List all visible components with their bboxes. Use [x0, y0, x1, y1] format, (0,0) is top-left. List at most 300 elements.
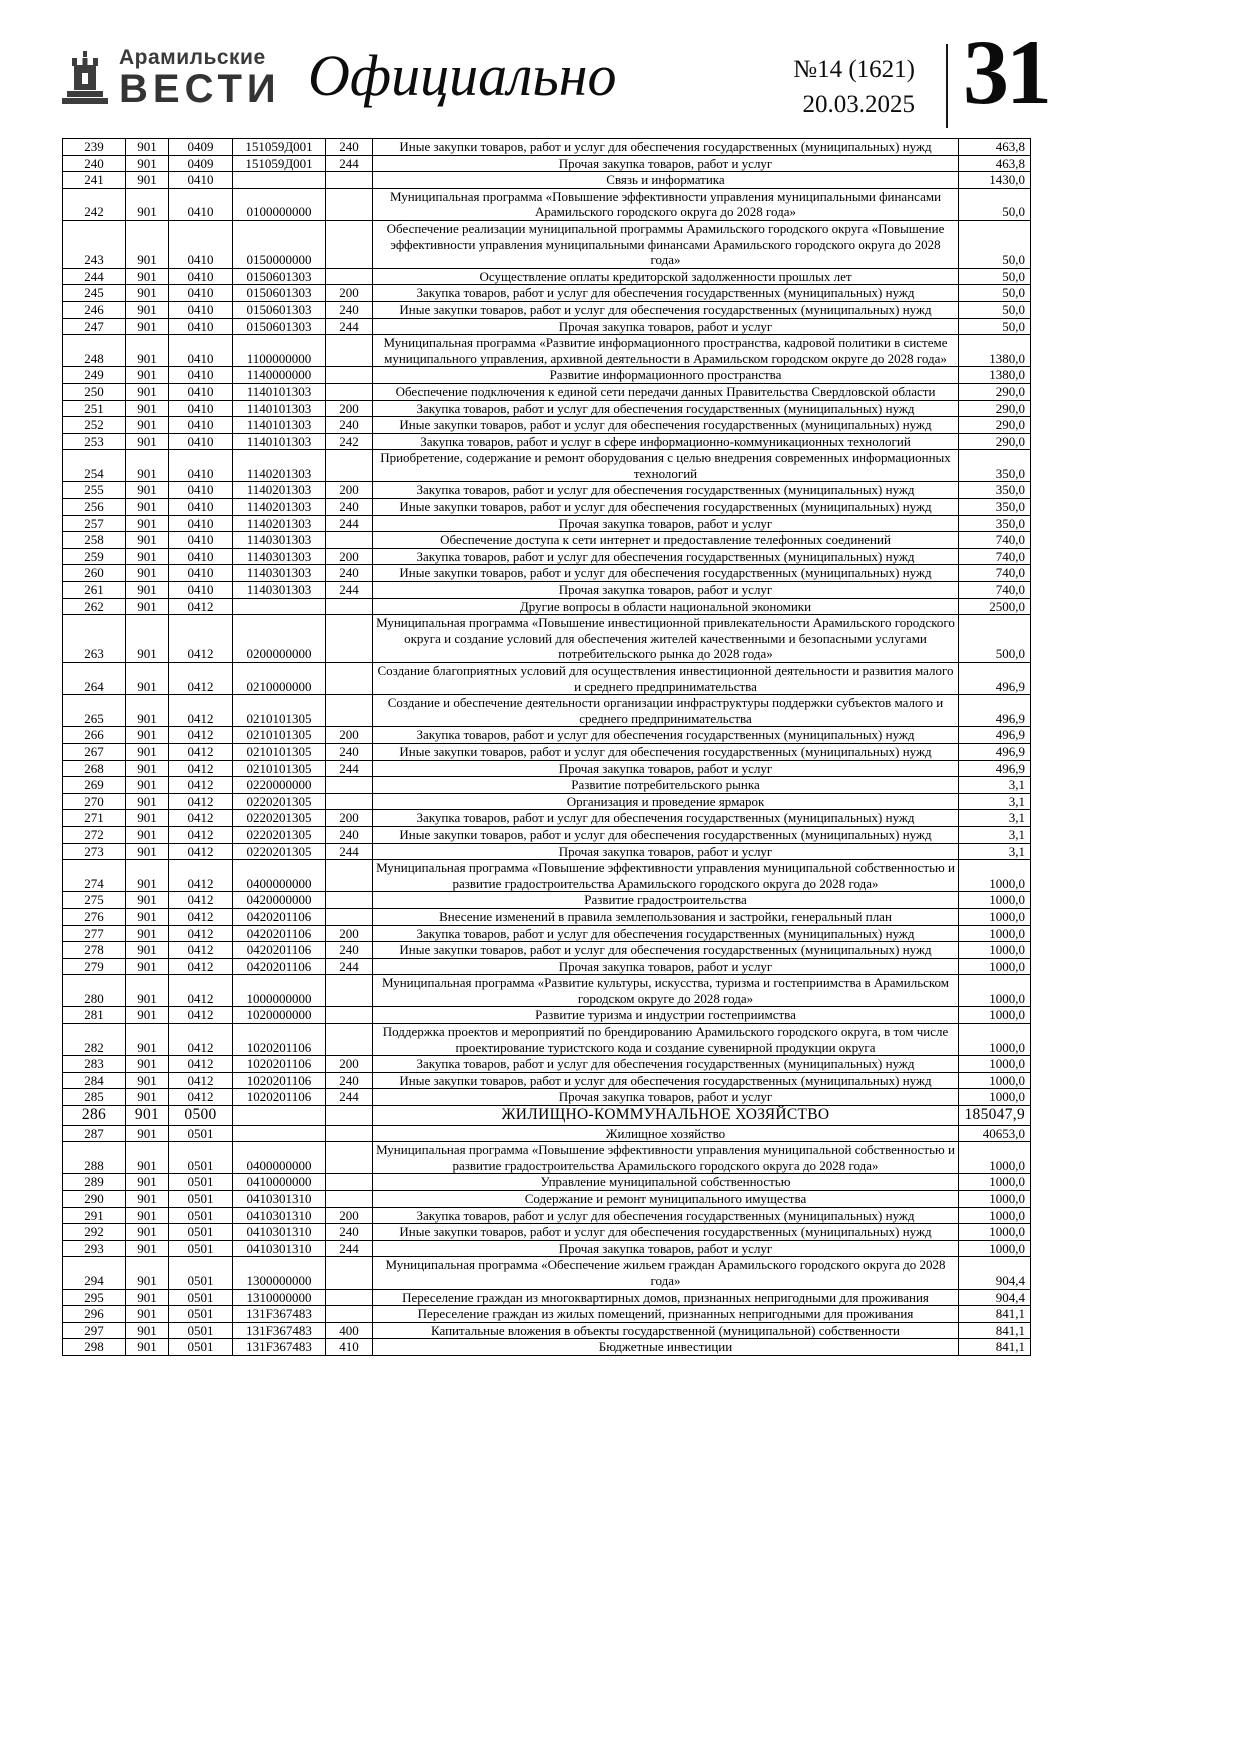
amount: 1000,0: [959, 958, 1031, 975]
expense-name: Закупка товаров, работ и услуг для обеспечения государственных (муниципальных) нужд: [373, 285, 959, 302]
expense-type-code: [326, 1257, 373, 1289]
section-code: 0409: [169, 155, 233, 172]
expense-type-code: 240: [326, 743, 373, 760]
amount: 841,1: [959, 1339, 1031, 1356]
expense-type-code: 240: [326, 499, 373, 516]
table-row: [63, 1224, 1031, 1241]
target-article-code: 0220201305: [233, 810, 326, 827]
target-article-code: 0100000000: [233, 188, 326, 220]
row-number: 281: [63, 1007, 126, 1024]
expense-name: Прочая закупка товаров, работ и услуг: [373, 958, 959, 975]
grbs-code: 901: [126, 482, 169, 499]
expense-type-code: [326, 1289, 373, 1306]
row-number: 277: [63, 925, 126, 942]
expense-name: Иные закупки товаров, работ и услуг для обеспечения государственных (муниципальных) нужд: [373, 417, 959, 434]
table-row: [63, 367, 1031, 384]
amount: 350,0: [959, 482, 1031, 499]
section-code: 0410: [169, 450, 233, 482]
amount: 350,0: [959, 499, 1031, 516]
expense-type-code: 244: [326, 1240, 373, 1257]
section-code: 0412: [169, 1024, 233, 1056]
row-number: 295: [63, 1289, 126, 1306]
table-row: [63, 532, 1031, 549]
expense-type-code: 244: [326, 155, 373, 172]
row-number: 274: [63, 860, 126, 892]
amount: 50,0: [959, 285, 1031, 302]
row-number: 273: [63, 843, 126, 860]
amount: 350,0: [959, 450, 1031, 482]
section-code: 0410: [169, 285, 233, 302]
expense-type-code: 240: [326, 301, 373, 318]
grbs-code: 901: [126, 1106, 169, 1126]
expense-type-code: 200: [326, 727, 373, 744]
amount: 1000,0: [959, 1191, 1031, 1208]
table-row: [63, 1007, 1031, 1024]
target-article-code: 0210101305: [233, 743, 326, 760]
table-row: [63, 1339, 1031, 1356]
section-code: 0410: [169, 499, 233, 516]
grbs-code: 901: [126, 860, 169, 892]
table-row: [63, 548, 1031, 565]
table-row: [63, 582, 1031, 599]
grbs-code: 901: [126, 942, 169, 959]
section-code: 0412: [169, 793, 233, 810]
grbs-code: 901: [126, 400, 169, 417]
expense-name: Иные закупки товаров, работ и услуг для обеспечения государственных (муниципальных) нужд: [373, 301, 959, 318]
grbs-code: 901: [126, 433, 169, 450]
grbs-code: 901: [126, 1024, 169, 1056]
row-number: 297: [63, 1322, 126, 1339]
target-article-code: 131F367483: [233, 1339, 326, 1356]
expense-name: Муниципальная программа «Обеспечение жильем граждан Арамильского городского округа до 2028 года»: [373, 1257, 959, 1289]
amount: 1000,0: [959, 908, 1031, 925]
expense-type-code: [326, 777, 373, 794]
row-number: 257: [63, 515, 126, 532]
grbs-code: 901: [126, 810, 169, 827]
row-number: 264: [63, 663, 126, 695]
table-row: [63, 1125, 1031, 1142]
section-code: 0501: [169, 1289, 233, 1306]
amount: 1000,0: [959, 1072, 1031, 1089]
table-row: [63, 268, 1031, 285]
amount: 1000,0: [959, 1240, 1031, 1257]
row-number: 270: [63, 793, 126, 810]
issue-date: 20.03.2025: [802, 91, 915, 118]
grbs-code: 901: [126, 695, 169, 727]
section-code: 0501: [169, 1125, 233, 1142]
expense-name: Организация и проведение ярмарок: [373, 793, 959, 810]
expense-name: Иные закупки товаров, работ и услуг для обеспечения государственных (муниципальных) нужд: [373, 499, 959, 516]
target-article-code: 0210000000: [233, 663, 326, 695]
amount: 3,1: [959, 810, 1031, 827]
amount: 496,9: [959, 695, 1031, 727]
expense-type-code: 240: [326, 565, 373, 582]
grbs-code: 901: [126, 958, 169, 975]
amount: 1000,0: [959, 925, 1031, 942]
target-article-code: 0420000000: [233, 892, 326, 909]
amount: 1000,0: [959, 1142, 1031, 1174]
row-number: 239: [63, 139, 126, 156]
expense-type-code: 240: [326, 139, 373, 156]
amount: 740,0: [959, 565, 1031, 582]
grbs-code: 901: [126, 1207, 169, 1224]
expense-name: Муниципальная программа «Повышение инвестиционной привлекательности Арамильского городского округа и создание условий для обеспечения жителей качественными и безопасными услугами потребительского рынка до 2028 года»: [373, 615, 959, 663]
section-code: 0412: [169, 727, 233, 744]
section-code: 0410: [169, 417, 233, 434]
expense-name: Обеспечение подключения к единой сети передачи данных Правительства Свердловской области: [373, 383, 959, 400]
expense-type-code: 240: [326, 417, 373, 434]
expense-type-code: [326, 172, 373, 189]
header-divider: [946, 44, 948, 128]
section-code: 0412: [169, 760, 233, 777]
grbs-code: 901: [126, 826, 169, 843]
target-article-code: 1020201106: [233, 1072, 326, 1089]
row-number: 283: [63, 1056, 126, 1073]
table-row: [63, 615, 1031, 663]
amount: 3,1: [959, 826, 1031, 843]
expense-type-code: 244: [326, 582, 373, 599]
masthead: [60, 21, 1049, 134]
section-code: 0410: [169, 301, 233, 318]
table-row: [63, 942, 1031, 959]
expense-type-code: [326, 1007, 373, 1024]
expense-type-code: 200: [326, 1056, 373, 1073]
row-number: 291: [63, 1207, 126, 1224]
row-number: 251: [63, 400, 126, 417]
table-row: [63, 1056, 1031, 1073]
grbs-code: 901: [126, 499, 169, 516]
table-row: [63, 383, 1031, 400]
expense-type-code: [326, 615, 373, 663]
amount: 50,0: [959, 318, 1031, 335]
section-code: 0412: [169, 892, 233, 909]
table-row: [63, 515, 1031, 532]
expense-name: Иные закупки товаров, работ и услуг для обеспечения государственных (муниципальных) нужд: [373, 826, 959, 843]
grbs-code: 901: [126, 515, 169, 532]
expense-name: Создание благоприятных условий для осуществления инвестиционной деятельности и развития малого и среднего предпринимательства: [373, 663, 959, 695]
row-number: 245: [63, 285, 126, 302]
expense-type-code: [326, 188, 373, 220]
grbs-code: 901: [126, 268, 169, 285]
target-article-code: 1140101303: [233, 400, 326, 417]
target-article-code: 1140201303: [233, 515, 326, 532]
row-number: 248: [63, 335, 126, 367]
target-article-code: 1140301303: [233, 548, 326, 565]
row-number: 244: [63, 268, 126, 285]
expense-name: Обеспечение доступа к сети интернет и предоставление телефонных соединений: [373, 532, 959, 549]
amount: 3,1: [959, 777, 1031, 794]
target-article-code: 0410301310: [233, 1207, 326, 1224]
expense-name: Иные закупки товаров, работ и услуг для обеспечения государственных (муниципальных) нужд: [373, 942, 959, 959]
grbs-code: 901: [126, 1191, 169, 1208]
grbs-code: 901: [126, 318, 169, 335]
section-code: 0412: [169, 826, 233, 843]
table-row: [63, 727, 1031, 744]
expense-name: Закупка товаров, работ и услуг для обеспечения государственных (муниципальных) нужд: [373, 482, 959, 499]
amount: 1000,0: [959, 1056, 1031, 1073]
row-number: 294: [63, 1257, 126, 1289]
expense-name: Развитие потребительского рынка: [373, 777, 959, 794]
grbs-code: 901: [126, 417, 169, 434]
grbs-code: 901: [126, 285, 169, 302]
target-article-code: 1140201303: [233, 482, 326, 499]
section-code: 0410: [169, 335, 233, 367]
grbs-code: 901: [126, 383, 169, 400]
row-number: 265: [63, 695, 126, 727]
expense-name: Иные закупки товаров, работ и услуг для обеспечения государственных (муниципальных) нужд: [373, 139, 959, 156]
page-number: 31: [963, 21, 1049, 123]
table-row: [63, 695, 1031, 727]
expense-name: Развитие информационного пространства: [373, 367, 959, 384]
expense-name: Закупка товаров, работ и услуг для обеспечения государственных (муниципальных) нужд: [373, 810, 959, 827]
amount: 904,4: [959, 1257, 1031, 1289]
grbs-code: 901: [126, 1289, 169, 1306]
target-article-code: 0150601303: [233, 301, 326, 318]
grbs-code: 901: [126, 1306, 169, 1323]
amount: 1380,0: [959, 335, 1031, 367]
amount: 496,9: [959, 727, 1031, 744]
row-number: 263: [63, 615, 126, 663]
target-article-code: 1300000000: [233, 1257, 326, 1289]
expense-type-code: [326, 1125, 373, 1142]
target-article-code: 0410301310: [233, 1191, 326, 1208]
expense-name: Развитие градостроительства: [373, 892, 959, 909]
target-article-code: 0150601303: [233, 285, 326, 302]
row-number: 269: [63, 777, 126, 794]
target-article-code: 0210101305: [233, 695, 326, 727]
target-article-code: 131F367483: [233, 1306, 326, 1323]
amount: 50,0: [959, 268, 1031, 285]
table-row: [63, 1106, 1031, 1126]
brand: [60, 46, 281, 111]
amount: 290,0: [959, 433, 1031, 450]
grbs-code: 901: [126, 727, 169, 744]
expense-name: Обеспечение реализации муниципальной программы Арамильского городского округа «Повышение эффективности управления муниципальными финансами Арамильского городского округа до 2028 года»: [373, 220, 959, 268]
row-number: 272: [63, 826, 126, 843]
expense-type-code: 240: [326, 1072, 373, 1089]
brand-text: [119, 46, 281, 111]
section-code: 0410: [169, 383, 233, 400]
grbs-code: 901: [126, 582, 169, 599]
expense-name: Развитие туризма и индустрии гостеприимства: [373, 1007, 959, 1024]
table-row: [63, 598, 1031, 615]
amount: 841,1: [959, 1322, 1031, 1339]
expense-name: Иные закупки товаров, работ и услуг для обеспечения государственных (муниципальных) нужд: [373, 1224, 959, 1241]
section-code: 0412: [169, 695, 233, 727]
expense-type-code: [326, 1142, 373, 1174]
row-number: 255: [63, 482, 126, 499]
grbs-code: 901: [126, 1125, 169, 1142]
amount: 40653,0: [959, 1125, 1031, 1142]
amount: 463,8: [959, 139, 1031, 156]
table-row: [63, 1207, 1031, 1224]
row-number: 286: [63, 1106, 126, 1126]
row-number: 282: [63, 1024, 126, 1056]
section-code: 0501: [169, 1257, 233, 1289]
table-row: [63, 417, 1031, 434]
amount: 290,0: [959, 400, 1031, 417]
expense-name: Муниципальная программа «Повышение эффективности управления муниципальными финансами Арамильского городского округа до 2028 года»: [373, 188, 959, 220]
expense-type-code: [326, 860, 373, 892]
expense-name: Муниципальная программа «Развитие культуры, искусства, туризма и гостеприимства в Арамильском городском округе до 2028 года»: [373, 975, 959, 1007]
table-row: [63, 860, 1031, 892]
grbs-code: 901: [126, 843, 169, 860]
target-article-code: 1000000000: [233, 975, 326, 1007]
grbs-code: 901: [126, 220, 169, 268]
row-number: 260: [63, 565, 126, 582]
row-number: 292: [63, 1224, 126, 1241]
grbs-code: 901: [126, 139, 169, 156]
expense-type-code: [326, 695, 373, 727]
expense-type-code: 200: [326, 285, 373, 302]
expense-type-code: 200: [326, 548, 373, 565]
expense-type-code: 240: [326, 826, 373, 843]
target-article-code: 0220201305: [233, 793, 326, 810]
grbs-code: 901: [126, 760, 169, 777]
table-row: [63, 843, 1031, 860]
expense-name: Осуществление оплаты кредиторской задолженности прошлых лет: [373, 268, 959, 285]
row-number: 253: [63, 433, 126, 450]
expense-type-code: 244: [326, 318, 373, 335]
expense-type-code: 400: [326, 1322, 373, 1339]
section-code: 0412: [169, 908, 233, 925]
amount: 1000,0: [959, 1024, 1031, 1056]
expense-type-code: [326, 975, 373, 1007]
target-article-code: 0210101305: [233, 760, 326, 777]
target-article-code: 1140101303: [233, 433, 326, 450]
target-article-code: 1140201303: [233, 499, 326, 516]
table-row: [63, 1289, 1031, 1306]
section-code: 0501: [169, 1174, 233, 1191]
expense-name: Закупка товаров, работ и услуг для обеспечения государственных (муниципальных) нужд: [373, 1207, 959, 1224]
grbs-code: 901: [126, 1056, 169, 1073]
amount: 500,0: [959, 615, 1031, 663]
expense-name: Закупка товаров, работ и услуг для обеспечения государственных (муниципальных) нужд: [373, 400, 959, 417]
target-article-code: [233, 1125, 326, 1142]
section-code: 0412: [169, 598, 233, 615]
row-number: 296: [63, 1306, 126, 1323]
table-row: [63, 220, 1031, 268]
row-number: 262: [63, 598, 126, 615]
expense-type-code: [326, 1106, 373, 1126]
row-number: 243: [63, 220, 126, 268]
amount: 740,0: [959, 548, 1031, 565]
expense-name: Прочая закупка товаров, работ и услуг: [373, 318, 959, 335]
target-article-code: 151059Д001: [233, 155, 326, 172]
table-row: [63, 826, 1031, 843]
grbs-code: 901: [126, 598, 169, 615]
table-row: [63, 172, 1031, 189]
amount: 841,1: [959, 1306, 1031, 1323]
table-row: [63, 892, 1031, 909]
grbs-code: 901: [126, 743, 169, 760]
row-number: 250: [63, 383, 126, 400]
table-row: [63, 400, 1031, 417]
grbs-code: 901: [126, 188, 169, 220]
target-article-code: 0150601303: [233, 318, 326, 335]
target-article-code: 1140301303: [233, 565, 326, 582]
section-code: 0410: [169, 268, 233, 285]
table-row: [63, 793, 1031, 810]
expense-type-code: 410: [326, 1339, 373, 1356]
row-number: 268: [63, 760, 126, 777]
expense-type-code: 240: [326, 942, 373, 959]
grbs-code: 901: [126, 532, 169, 549]
target-article-code: 1310000000: [233, 1289, 326, 1306]
target-article-code: 0400000000: [233, 1142, 326, 1174]
expense-name: Создание и обеспечение деятельности организации инфраструктуры поддержки субъектов малого и среднего предпринимательства: [373, 695, 959, 727]
row-number: 293: [63, 1240, 126, 1257]
table-row: [63, 1240, 1031, 1257]
amount: 290,0: [959, 383, 1031, 400]
section-code: 0412: [169, 925, 233, 942]
target-article-code: 1020201106: [233, 1024, 326, 1056]
grbs-code: 901: [126, 155, 169, 172]
amount: 290,0: [959, 417, 1031, 434]
target-article-code: 0200000000: [233, 615, 326, 663]
target-article-code: 0410301310: [233, 1240, 326, 1257]
section-title: Официально: [308, 43, 617, 108]
grbs-code: 901: [126, 663, 169, 695]
table-row: [63, 499, 1031, 516]
section-code: 0412: [169, 810, 233, 827]
grbs-code: 901: [126, 565, 169, 582]
grbs-code: 901: [126, 892, 169, 909]
section-code: 0410: [169, 318, 233, 335]
grbs-code: 901: [126, 975, 169, 1007]
target-article-code: 1140301303: [233, 532, 326, 549]
section-code: 0410: [169, 532, 233, 549]
section-code: 0501: [169, 1339, 233, 1356]
row-number: 275: [63, 892, 126, 909]
target-article-code: 0410000000: [233, 1174, 326, 1191]
expense-type-code: 244: [326, 958, 373, 975]
expense-type-code: [326, 598, 373, 615]
section-code: 0409: [169, 139, 233, 156]
row-number: 267: [63, 743, 126, 760]
row-number: 278: [63, 942, 126, 959]
expense-type-code: 244: [326, 843, 373, 860]
section-code: 0410: [169, 565, 233, 582]
section-code: 0412: [169, 860, 233, 892]
row-number: 288: [63, 1142, 126, 1174]
target-article-code: 1020201106: [233, 1089, 326, 1106]
expense-name: Закупка товаров, работ и услуг для обеспечения государственных (муниципальных) нужд: [373, 548, 959, 565]
amount: 1000,0: [959, 1207, 1031, 1224]
table-row: [63, 1142, 1031, 1174]
section-code: 0410: [169, 582, 233, 599]
section-code: 0412: [169, 743, 233, 760]
expense-type-code: 244: [326, 1089, 373, 1106]
table-row: [63, 1306, 1031, 1323]
table-row: [63, 301, 1031, 318]
amount: 3,1: [959, 793, 1031, 810]
amount: 496,9: [959, 760, 1031, 777]
table-row: [63, 743, 1031, 760]
amount: 1000,0: [959, 1174, 1031, 1191]
row-number: 289: [63, 1174, 126, 1191]
grbs-code: 901: [126, 367, 169, 384]
expense-name: Прочая закупка товаров, работ и услуг: [373, 515, 959, 532]
grbs-code: 901: [126, 1240, 169, 1257]
amount: 1430,0: [959, 172, 1031, 189]
expense-type-code: [326, 1306, 373, 1323]
target-article-code: [233, 1106, 326, 1126]
expense-name: Закупка товаров, работ и услуг для обеспечения государственных (муниципальных) нужд: [373, 925, 959, 942]
target-article-code: [233, 172, 326, 189]
expense-name: Иные закупки товаров, работ и услуг для обеспечения государственных (муниципальных) нужд: [373, 1072, 959, 1089]
section-code: 0501: [169, 1142, 233, 1174]
